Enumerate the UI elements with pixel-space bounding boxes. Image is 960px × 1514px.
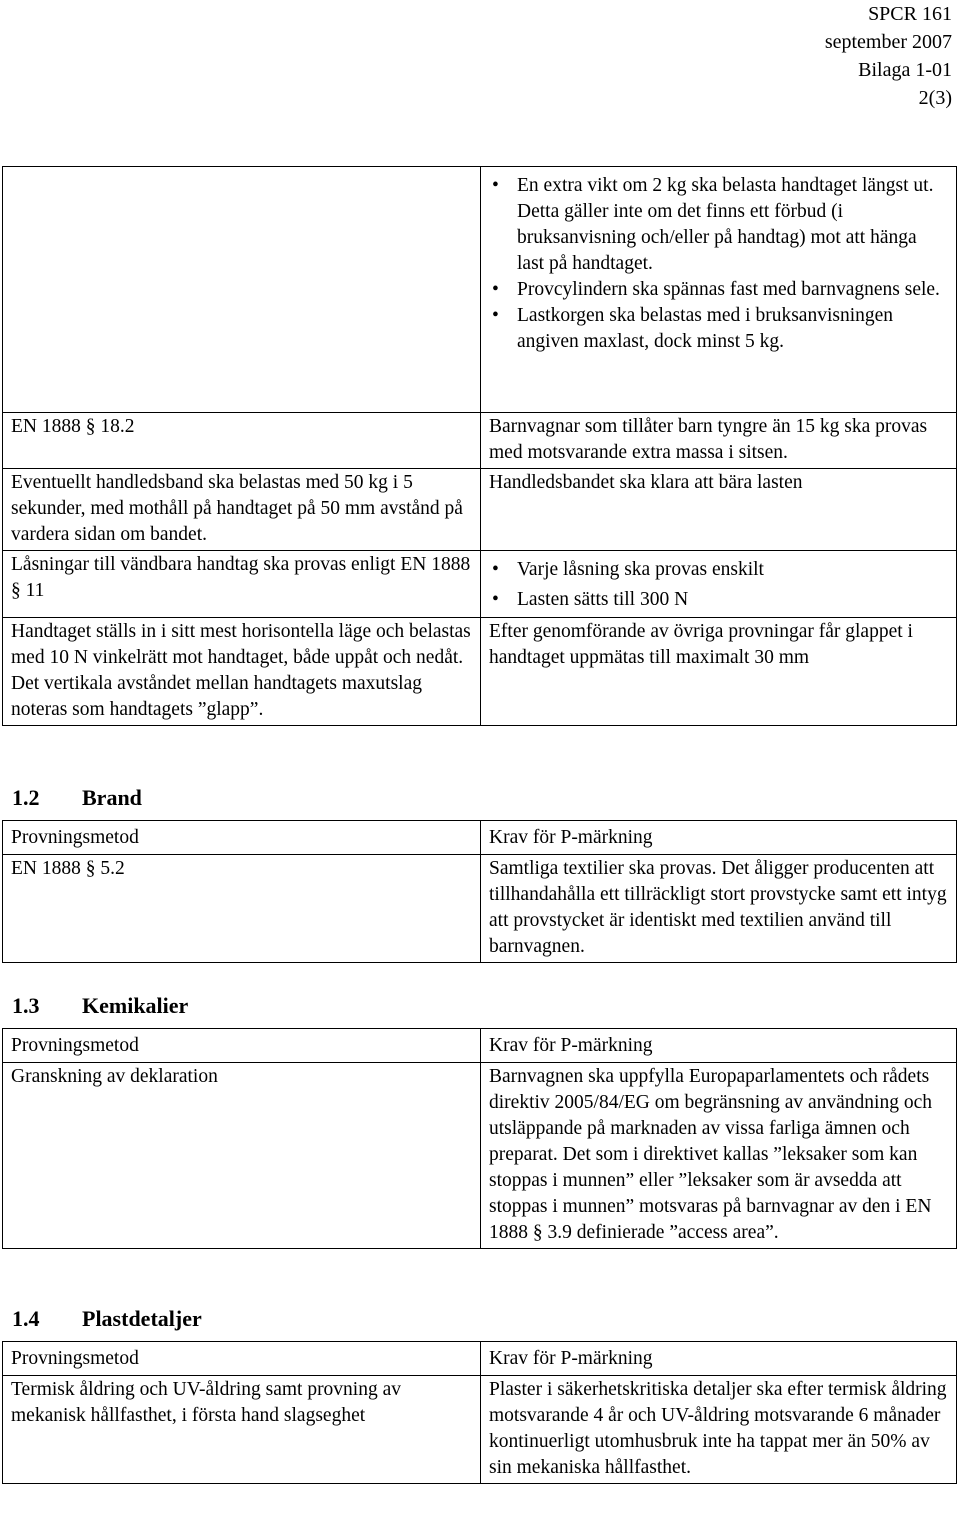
section-number: 1.3 bbox=[12, 993, 40, 1018]
handle-test-table bbox=[2, 166, 957, 726]
method-cell bbox=[3, 167, 481, 413]
list-item: • En extra vikt om 2 kg ska belasta handtaget längst ut. Detta gäller inte om det finns ett förbud (i bruksanvisning och/eller på handtag) mot att hänga last på handtaget. bbox=[489, 173, 948, 277]
requirement-cell bbox=[481, 551, 957, 618]
section-heading-kemikalier bbox=[12, 993, 188, 1019]
requirement-cell: Plaster i säkerhetskritiska detaljer ska efter termisk åldring motsvarande 4 år och UV-åldring motsvarande 6 månader kontinuerligt utomhusbruk inte ha tappat mer än 50% av sin mekaniska hållfasthet. bbox=[481, 1376, 957, 1484]
plastdetaljer-table bbox=[2, 1341, 957, 1484]
requirement-cell: Efter genomförande av övriga provningar får glappet i handtaget uppmätas till maximalt 30 mm bbox=[481, 618, 957, 726]
section-number: 1.2 bbox=[12, 785, 40, 810]
column-header: Krav för P-märkning bbox=[481, 821, 957, 855]
requirement-cell bbox=[481, 167, 957, 413]
method-cell: Eventuellt handledsband ska belastas med 50 kg i 5 sekunder, med mothåll på handtaget på 50 mm avstånd på vardera sidan om bandet. bbox=[3, 469, 481, 551]
table-row bbox=[3, 167, 957, 413]
section-title: Brand bbox=[82, 785, 142, 810]
document-header bbox=[825, 0, 952, 112]
section-heading-plastdetaljer bbox=[12, 1306, 202, 1332]
section-heading-brand bbox=[12, 785, 142, 811]
method-cell: EN 1888 § 18.2 bbox=[3, 413, 481, 469]
column-header: Provningsmetod bbox=[3, 1029, 481, 1063]
requirement-cell: Barnvagnar som tillåter barn tyngre än 15 kg ska provas med motsvarande extra massa i sitsen. bbox=[481, 413, 957, 469]
table-row bbox=[3, 469, 957, 551]
column-header: Krav för P-märkning bbox=[481, 1029, 957, 1063]
section-title: Kemikalier bbox=[82, 993, 189, 1018]
brand-table bbox=[2, 820, 957, 963]
method-cell: EN 1888 § 5.2 bbox=[3, 855, 481, 963]
table-row bbox=[3, 413, 957, 469]
table-row bbox=[3, 855, 957, 963]
requirement-cell: Samtliga textilier ska provas. Det åligger producenten att tillhandahålla ett tillräckligt stort provstycke samt ett intyg att provstycket är identiskt med textilien använd till barnvagnen. bbox=[481, 855, 957, 963]
list-item: • Lastkorgen ska belastas med i bruksanvisningen angiven maxlast, dock minst 5 kg. bbox=[489, 303, 948, 355]
kemikalier-table bbox=[2, 1028, 957, 1249]
method-cell: Låsningar till vändbara handtag ska provas enligt EN 1888 § 11 bbox=[3, 551, 481, 618]
table-header-row bbox=[3, 1029, 957, 1063]
column-header: Provningsmetod bbox=[3, 821, 481, 855]
column-header: Krav för P-märkning bbox=[481, 1342, 957, 1376]
column-header: Provningsmetod bbox=[3, 1342, 481, 1376]
method-cell: Handtaget ställs in i sitt mest horisontella läge och belastas med 10 N vinkelrätt mot handtaget, både uppåt och nedåt. Det vertikala avståndet mellan handtagets maxutslag noteras som handtagets ”glapp”. bbox=[3, 618, 481, 726]
document-annex: Bilaga 1-01 bbox=[858, 59, 952, 81]
list-item: • Provcylindern ska spännas fast med barnvagnens sele. bbox=[489, 277, 948, 303]
requirement-bullet-list bbox=[489, 555, 948, 615]
table-row bbox=[3, 1376, 957, 1484]
list-item: • Lasten sätts till 300 N bbox=[489, 585, 948, 615]
section-title: Plastdetaljer bbox=[82, 1306, 202, 1331]
requirement-bullet-list bbox=[489, 173, 948, 355]
requirement-cell: Handledsbandet ska klara att bära lasten bbox=[481, 469, 957, 551]
section-number: 1.4 bbox=[12, 1306, 40, 1331]
table-row bbox=[3, 551, 957, 618]
requirement-cell: Barnvagnen ska uppfylla Europaparlamentets och rådets direktiv 2005/84/EG om begränsning av användning och utsläppande på marknaden av vissa farliga ämnen och preparat. Det som i direktivet kallas ”leksaker som kan stoppas i munnen” eller ”leksaker som är avsedda att stoppas i munnen” motsvaras på barnvagnar av den i EN 1888 § 3.9 definierade ”access area”. bbox=[481, 1063, 957, 1249]
table-row bbox=[3, 618, 957, 726]
table-row bbox=[3, 1063, 957, 1249]
list-item: • Varje låsning ska provas enskilt bbox=[489, 555, 948, 585]
page-number: 2(3) bbox=[918, 87, 952, 109]
table-header-row bbox=[3, 1342, 957, 1376]
document-id: SPCR 161 bbox=[868, 3, 952, 25]
method-cell: Granskning av deklaration bbox=[3, 1063, 481, 1249]
table-header-row bbox=[3, 821, 957, 855]
method-cell: Termisk åldring och UV-åldring samt provning av mekanisk hållfasthet, i första hand slagseghet bbox=[3, 1376, 481, 1484]
document-date: september 2007 bbox=[824, 31, 952, 53]
